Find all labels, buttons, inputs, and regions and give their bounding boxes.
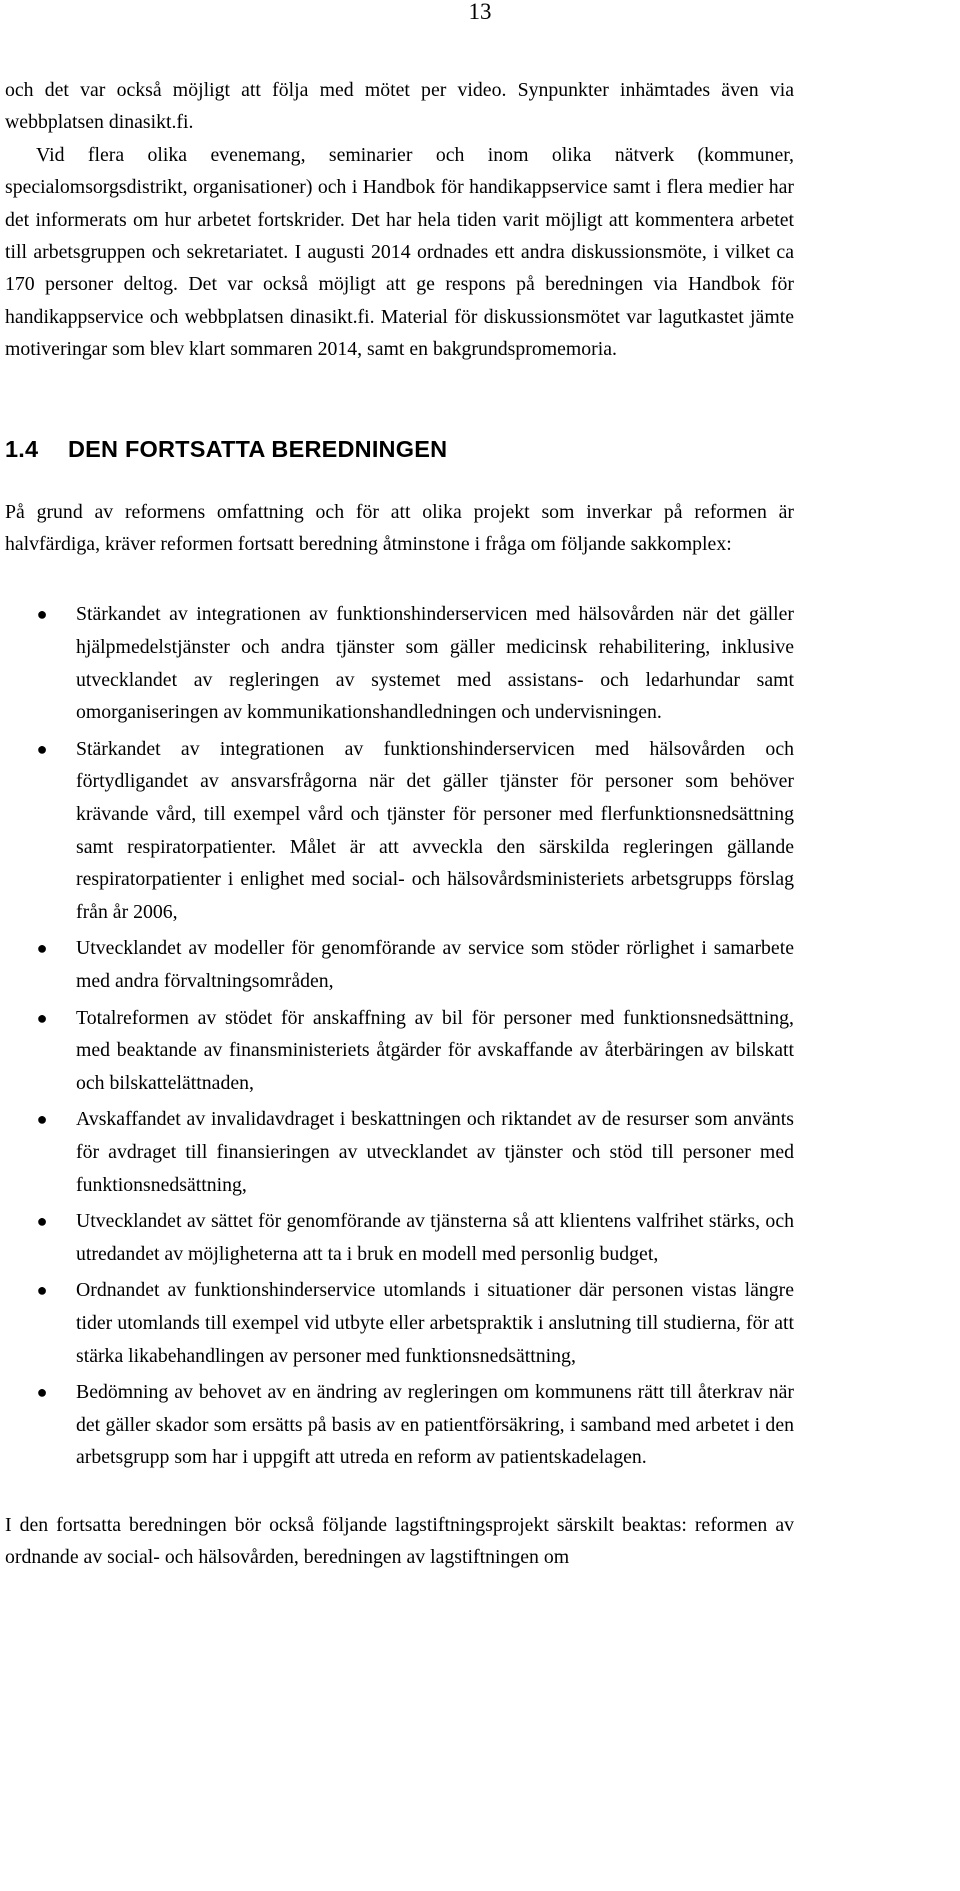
list-item-text: Utvecklandet av sättet för genomförande av tjänsterna så att klientens valfrihet stärks, och utredandet av möjligheterna att ta i bruk en modell med personlig budget, — [76, 1210, 794, 1265]
paragraph-continuation: och det var också möjligt att följa med mötet per video. Synpunkter inhämtades även via webbplatsen dinasikt.fi. — [5, 79, 794, 134]
list-item-text: Stärkandet av integrationen av funktionshinderservicen med hälsovården när det gäller hjälpmedelstjänster och andra tjänster som gäller medicinsk rehabilitering, inklusive utvecklandet av regleringen av systemet med assistans- och ledarhundar samt omorganiseringen av kommunikationshandledningen och undervisningen. — [76, 603, 794, 724]
list-item-text: Ordnandet av funktionshinderservice utomlands i situationer där personen vistas längre tider utomlands till exempel vid utbyte eller arbetspraktik i anslutning till studierna, för att stärka likabehandlingen av personer med funktionsnedsättning, — [76, 1279, 794, 1367]
reform-list — [5, 598, 794, 1473]
list-item — [5, 733, 794, 929]
paragraph-events: Vid flera olika evenemang, seminarier och inom olika nätverk (kommuner, specialomsorgsdistrikt, organisationer) och i Handbok för handikappservice samt i flera medier har det informerats om hur arbetet fortskrider. Det har hela tiden varit möjligt att kommentera arbetet till arbetsgruppen och sekretariatet. I augusti 2014 ordnades ett andra diskussionsmöte, i vilket ca 170 personer deltog. Det var också möjligt att ge respons på beredningen via Handbok för handikappservice och webbplatsen dinasikt.fi. Material för diskussionsmötet var lagutkastet jämte motiveringar som blev klart sommaren 2014, samt en bakgrundspromemoria. — [5, 143, 794, 361]
list-item-text: Bedömning av behovet av en ändring av regleringen om kommunens rätt till återkrav när det gäller skador som ersätts på basis av en patientförsäkring, i samband med arbetet i den arbetsgrupp som har i uppgift att utreda en reform av patientskadelagen. — [76, 1381, 794, 1469]
section-intro: På grund av reformens omfattning och för att olika projekt som inverkar på reformen är halvfärdiga, kräver reformen fortsatt beredning åtminstone i fråga om följande sakkomplex: — [5, 500, 794, 556]
list-item — [5, 1002, 794, 1100]
list-item-text: Totalreformen av stödet för anskaffning av bil för personer med funktionsnedsättning, med beaktande av finansministeriets åtgärder för avskaffande av återbäringen av bilskatt och bilskattelättnaden, — [76, 1006, 794, 1094]
list-item-text: Utvecklandet av modeller för genomförande av service som stöder rörlighet i samarbete med andra förvaltningsområden, — [76, 937, 794, 992]
bullet-icon: ● — [36, 1007, 48, 1028]
page-number: 13 — [468, 0, 492, 24]
bullet-icon: ● — [36, 738, 48, 759]
list-item — [5, 1274, 794, 1372]
document-body — [5, 74, 794, 1574]
bullet-icon: ● — [36, 604, 48, 625]
bullet-icon: ● — [36, 1280, 48, 1301]
list-item — [5, 1376, 794, 1474]
section-title: DEN FORTSATTA BEREDNINGEN — [68, 435, 448, 462]
list-item-text: Avskaffandet av invalidavdraget i beskattningen och riktandet av de resurser som använts för avdraget till finansieringen av utvecklandet av tjänster och stöd till personer med funktionsnedsättning, — [76, 1108, 794, 1196]
closing-paragraph: I den fortsatta beredningen bör också följande lagstiftningsprojekt särskilt beaktas: reformen av ordnande av social- och hälsovården, beredningen av lagstiftningen om — [5, 1513, 794, 1569]
bullet-icon: ● — [36, 938, 48, 959]
list-item — [5, 598, 794, 728]
list-item-text: Stärkandet av integrationen av funktionshinderservicen med hälsovården och förtydligandet av ansvarsfrågorna när det gäller tjänster för personer som behöver krävande vård, till exempel vård och tjänster för personer med flerfunktionsnedsättning samt respiratorpatienter. Målet är att avveckla den särskilda regleringen gällande respiratorpatienter i enlighet med social- och hälsovårdsministeriets arbetsgrupps förslag från år 2006, — [76, 737, 794, 923]
section-heading — [5, 432, 794, 466]
list-item — [5, 932, 794, 997]
bullet-icon: ● — [36, 1211, 48, 1232]
bullet-icon: ● — [36, 1382, 48, 1403]
list-item — [5, 1205, 794, 1270]
list-item — [5, 1103, 794, 1201]
bullet-icon: ● — [36, 1109, 48, 1130]
section-number: 1.4 — [5, 435, 39, 462]
